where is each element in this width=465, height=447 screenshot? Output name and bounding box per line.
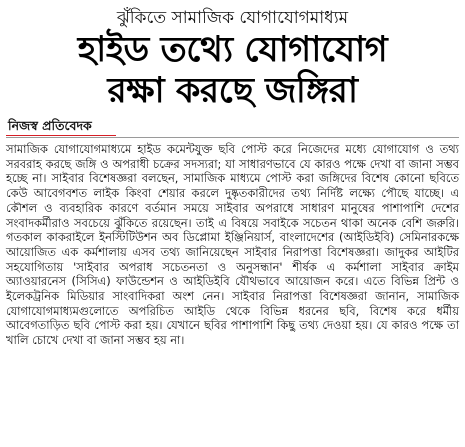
article-byline: নিজস্ব প্রতিবেদক	[6, 118, 116, 136]
byline-divider	[6, 137, 459, 138]
headline-line-1: হাইড তথ্যে যোগাযোগ	[77, 30, 388, 70]
headline-line-2: রক্ষা করছে জঙ্গিরা	[107, 71, 358, 111]
article-body: সামাজিক যোগাযোগমাধ্যমে হাইড কমেন্টযুক্ত ছবি পোস্ট করে নিজেদের মধ্যে যোগাযোগ ও তথ্য সরবরাহ করছে জঙ্গি ও অপরাধী চক্রের সদস্যরা; যা সাধারণভাবে যে কারও পক্ষে দেখা বা জানা সম্ভব হচ্ছে না। সাইবার বিশেষজ্ঞরা বলছেন, সামাজিক মাধ্যমে পোস্ট করা জঙ্গিদের বিশেষ কোনো ছবিতে কেউ আবেগবশত লাইক কিংবা শেয়ার করলে দুষ্কৃতকারীদের তথ্য নির্দিষ্ট লক্ষ্যে পৌছে যাচ্ছে। এ কৌশল ও ব্যবহারিক কারণে বর্তমান সময়ে সাইবার অপরাধে সাধারণ মানুষের পাশাপাশি দেশের সংবাদকর্মীরাও সবচেয়ে ঝুঁকিতে রয়েছেন। তাই এ বিষয়ে সবাইকে সচেতন থাকা অনেক বেশি জরুরি। গতকাল কাকরাইলে ইনস্টিটিউশন অব ডিপ্লোমা ইঞ্জিনিয়ার্স, বাংলাদেশের (আইডিইবি) সেমিনারকক্ষে আয়োজিত এক কর্মশালায় এসব তথ্য জানিয়েছেন সাইবার নিরাপত্তা বিশেষজ্ঞরা। জাদুকর আইটির সহযোগিতায় 'সাইবার অপরাধ সচেতনতা ও অনুসন্ধান' শীর্ষক এ কর্মশালা সাইবার ক্রাইম অ্যাওয়ারনেস (সিসিএ) ফাউন্ডেশন ও আইডিইবি যৌথভাবে আয়োজন করে। এতে বিভিন্ন প্রিন্ট ও ইলেকট্রনিক মিডিয়ার সাংবাদিকরা অংশ নেন। সাইবার নিরাপত্তা বিশেষজ্ঞরা জানান, সামাজিক যোগাযোগমাধ্যমগুলোতে অপরিচিত আইডি থেকে বিভিন্ন ধরনের ছবি, বিশেষ করে ধর্মীয় আবেগতাড়িত ছবি পোস্ট করা হয়। যেখানে ছবির পাশাপাশি কিছু তথ্য দেওয়া হয়। যে কারও পক্ষে তা খালি চোখে দেখা বা জানা সম্ভব হয় না।	[6, 142, 459, 348]
article-kicker: ঝুঁকিতে সামাজিক যোগাযোগমাধ্যম	[116, 8, 349, 28]
article-headline	[6, 30, 459, 112]
byline-section	[6, 118, 459, 138]
